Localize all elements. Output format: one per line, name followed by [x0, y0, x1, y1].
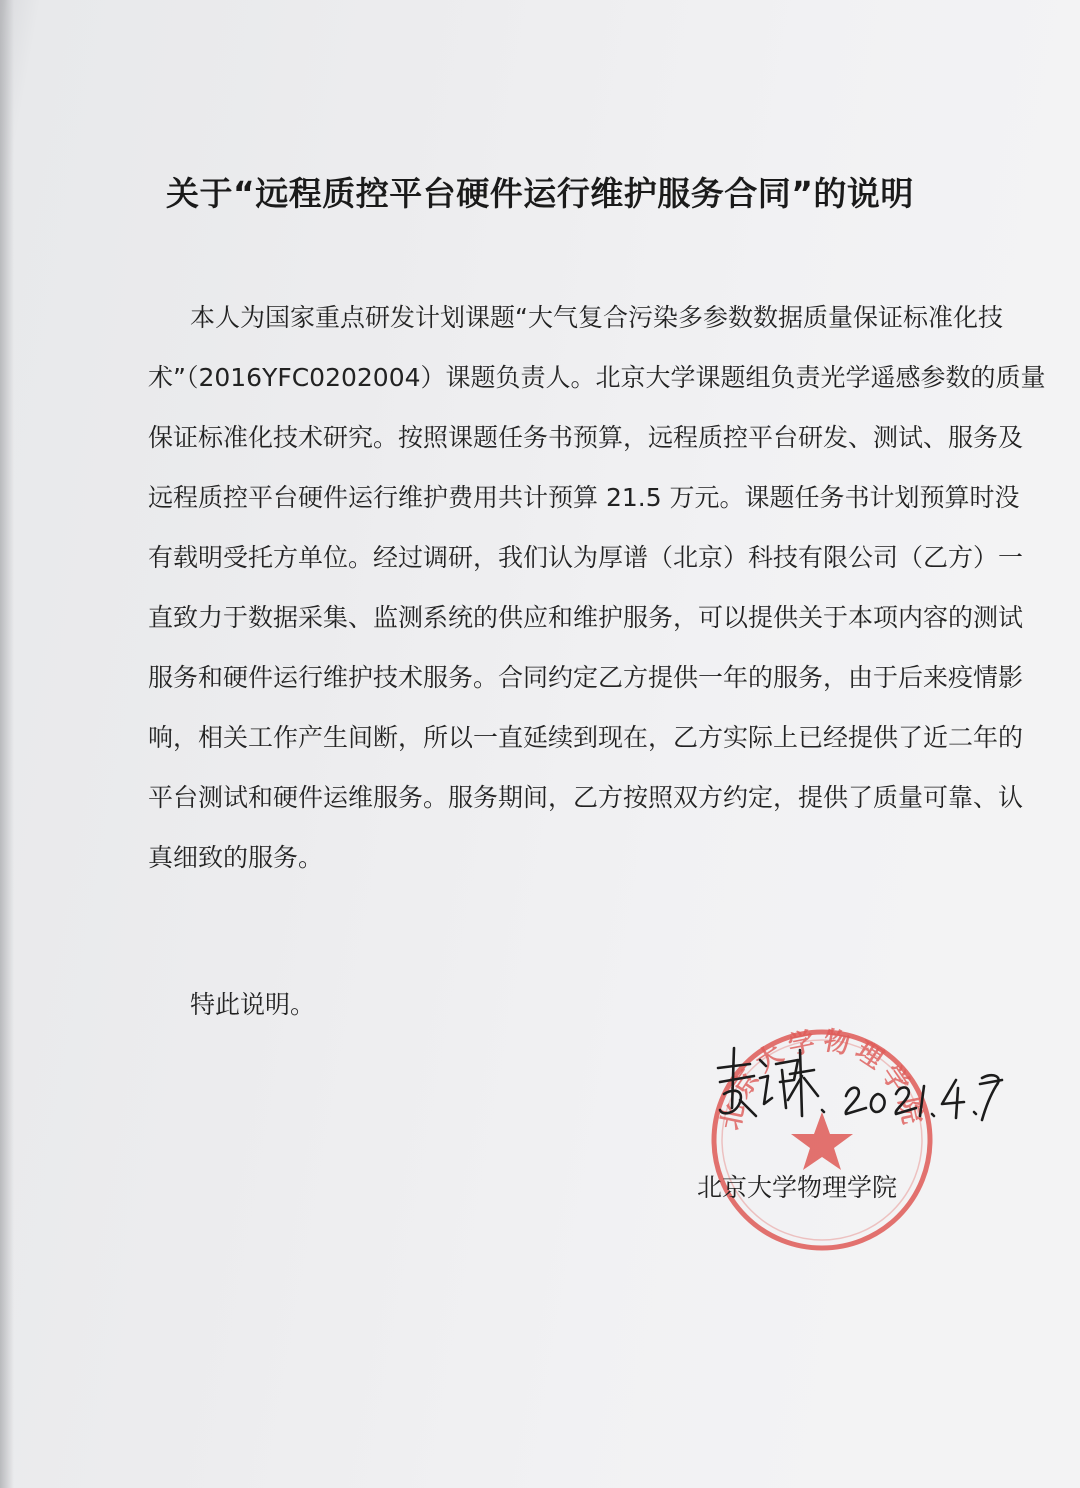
organization-name: 北京大学物理学院 — [697, 1173, 898, 1202]
body-line: 响，相关工作产生间断，所以一直延续到现在，乙方实际上已经提供了近二年的 — [148, 723, 1024, 752]
body-line: 保证标准化技术研究。按照课题任务书预算，远程质控平台研发、测试、服务及 — [148, 423, 1024, 452]
closing-remark: 特此说明。 — [190, 990, 316, 1019]
handwritten-signature — [710, 1030, 1010, 1140]
body-line: 有载明受托方单位。经过调研，我们认为厚谱（北京）科技有限公司（乙方）一 — [148, 543, 1024, 572]
document-title: 关于“远程质控平台硬件运行维护服务合同”的说明 — [166, 174, 914, 213]
page-edge-shadow — [0, 0, 14, 1488]
body-line: 直致力于数据采集、监测系统的供应和维护服务，可以提供关于本项内容的测试 — [148, 603, 1024, 632]
body-line: 本人为国家重点研发计划课题“大气复合污染多参数数据质量保证标准化技 — [190, 303, 1003, 332]
body-line: 平台测试和硬件运维服务。服务期间，乙方按照双方约定，提供了质量可靠、认 — [148, 783, 1024, 812]
body-line: 真细致的服务。 — [148, 843, 324, 872]
body-line: 服务和硬件运行维护技术服务。合同约定乙方提供一年的服务，由于后来疫情影 — [148, 663, 1024, 692]
body-line: 术”（2016YFC0202004）课题负责人。北京大学课题组负责光学遥感参数的质量 — [148, 363, 1046, 392]
seal-text: 北京大学物理学院 — [715, 1025, 929, 1133]
body-line: 远程质控平台硬件运行维护费用共计预算 21.5 万元。课题任务书计划预算时没 — [148, 483, 1020, 512]
